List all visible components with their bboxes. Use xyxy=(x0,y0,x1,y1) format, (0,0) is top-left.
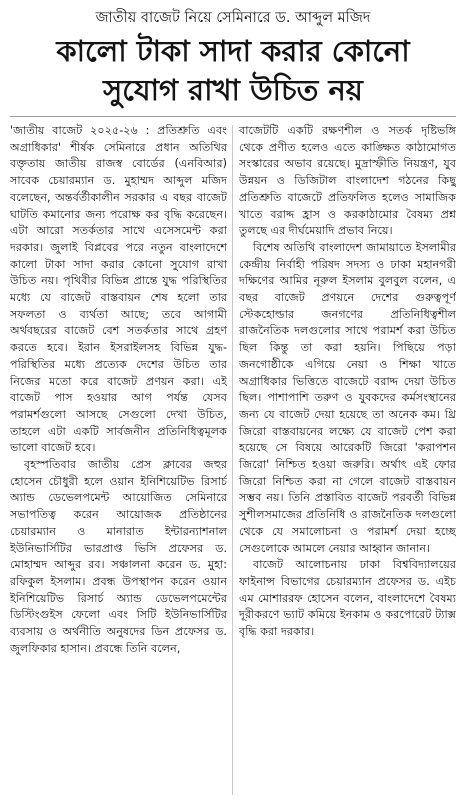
headline-line-1: কালো টাকা সাদা করার কোনো xyxy=(56,34,410,68)
kicker-headline: জাতীয় বাজেট নিয়ে সেমিনারে ড. আব্দুল মজিদ xyxy=(95,10,371,26)
paragraph: বাজেটটি একটি রক্ষণশীল ও সতর্ক দৃষ্টিভঙ্গি থেকে প্রণীত হলেও এতে কাঙ্ক্ষিত কাঠামোগত সংস্কারের অভাব রয়েছে। মুদ্রাস্ফীতি নিয়ন্ত্রণ, যুব উন্নয়ন ও ডিজিটাল বাংলাদেশ গঠনের কিছু প্রতিশ্রুতি বাজেটে প্রতিফলিত হলেও সামাজিক খাতে বরাদ্দ হ্রাস ও করকাঠামোর বৈষম্য প্রশ্ন তুলছে এর দীর্ঘমেয়াদি প্রভাব নিয়ে। xyxy=(239,124,456,238)
column-divider xyxy=(232,125,233,795)
paragraph: 'জাতীয় বাজেট ২০২৫-২৬ : প্রতিশ্রুতি এবং অগ্রাধিকার' শীর্ষক সেমিনারে প্রধান অতিথির বক্তৃতায় জাতীয় রাজস্ব বোর্ডের (এনবিআর) সাবেক চেয়ারম্যান ড. মুহাম্মদ আব্দুল মজিদ বলেছেন, অন্তর্বর্তীকালীন সরকার এ বছর বাজেট ঘাটতি কমানোর জন্য পরোক্ষ কর বৃদ্ধি করেছেন। এটা আরো সতর্কতার সাথে এসেসমেন্ট করা দরকার। জুলাই বিপ্লবের পরে নতুন বাংলাদেশে কালো টাকা সাদা করার কোনো সুযোগ রাখা উচিত নয়। পৃথিবীর বিভিন্ন প্রান্তে যুদ্ধ পরিস্থিতির মধ্যে যে বাজেট বাস্তবায়ন শেষ হলো তার সফলতা ও ব্যর্থতা আছে; তবে আগামী অর্থবছরের বাজেট বেশ সতর্কতার সাথে গ্রহণ করতে হবে। ইরান ইসরাইলসহ বিভিন্ন যুদ্ধ-পরিস্থিতির মধ্যে প্রত্যেক দেশের উচিত তার নিজের মতো করে বাজেট প্রণয়ন করা। এই বাজেট পাস হওয়ার আগ পর্যন্ত যেসব পরামর্শগুলো আসছে সেগুলো দেখা উচিত, তাহলে এটা একটি সার্বজনীন প্রতিনিধিত্বমূলক ভালো বাজেট হবে। xyxy=(10,124,227,455)
main-headline xyxy=(10,32,456,110)
headline-rule xyxy=(10,116,456,117)
article-body xyxy=(10,121,456,801)
paragraph: বাজেট আলোচনায় ঢাকা বিশ্ববিদ্যালয়ের ফাইনান্স বিভাগের চেয়ারম্যান প্রফেসর ড. এইচ এম মোশাররফ হোসেন বলেন, বাংলাদেশে বৈষম্য দূরীকরণে ভ্যাট কমিয়ে ইনকাম ও করপোরেট ট্যাক্স বৃদ্ধি করা দরকার। xyxy=(239,558,456,639)
article-column-left xyxy=(10,123,227,799)
headline-line-2: সুযোগ রাখা উচিত নয় xyxy=(103,73,363,107)
paragraph: বৃহস্পতিবার জাতীয় প্রেস ক্লাবের জহুর হোসেন চৌধুরী হলে ওয়ান ইনিশিয়েটিভ রিসার্চ অ্যান্ড ডেভেলপমেন্ট আয়োজিত সেমিনারে সভাপতিত্ব করেন আয়োজক প্রতিষ্ঠানের চেয়ারম্যান ও মানারাত ইন্টারন্যাশনাল ইউনিভার্সিটির ভারপ্রাপ্ত ভিসি প্রফেসর ড. মোহাম্মদ আব্দুর রব। সঞ্চালনা করেন ড. মুহা: রফিকুল ইসলাম। প্রবন্ধ উপস্থাপন করেন ওয়ান ইনিশিয়েটিভ রিসার্চ অ্যান্ড ডেভেলপমেন্টের ডিস্টিংগুইস ফেলো এবং সিটি ইউনিভার্সিটির ব্যবসায় ও অর্থনীতি অনুষদের ডিন প্রফেসর ড. জুলফিকার হাসান। প্রবন্ধে তিনি বলেন, xyxy=(10,458,227,655)
paragraph: বিশেষ অতিথি বাংলাদেশ জামায়াতে ইসলামীর কেন্দ্রীয় নির্বাহী পরিষদ সদস্য ও ঢাকা মহানগরী দক্ষিণের আমির নূরুল ইসলাম বুলবুল বলেন, এ বছর বাজেট প্রণয়নে দেশের গুরুত্বপূর্ণ স্টেকহোল্ডার জনগণের প্রতিনিধিত্বশীল রাজনৈতিক দলগুলোর সাথে পরামর্শ করা উচিত ছিল কিন্তু তা করা হয়নি। পিছিয়ে পড়া জনগোষ্ঠীকে এগিয়ে নেয়া ও শিক্ষা খাতে অগ্রাধিকার ভিত্তিতে বাজেটে বরাদ্দ দেয়া উচিত ছিল। পাশাপাশি তরুণ ও যুবকদের কর্মসংস্থানের জন্য যে বাজেট দেয়া হয়েছে তা অনেক কম। থ্রি জিরো বাস্তবায়নের লক্ষ্যে যে বাজেট পেশ করা হয়েছে সে বিষয়ে আরেকটি জিরো 'করাপশন জিরো' নিশ্চিত হওয়া জরুরি। অর্থাৎ এই ফোর জিরো নিশ্চিত করা না গেলে বাজেট বাস্তবায়ন সম্ভব নয়। তিনি প্রস্তাবিত বাজেট পরবর্তী বিভিন্ন সুশীলসমাজের প্রতিনিধি ও রাজনৈতিক দলগুলো থেকে যে সমালোচনা ও পরামর্শ দেয়া হচ্ছে সেগুলোকে আমলে নেয়ার আহ্বান জানান। xyxy=(239,240,456,555)
article-column-right xyxy=(239,123,456,799)
